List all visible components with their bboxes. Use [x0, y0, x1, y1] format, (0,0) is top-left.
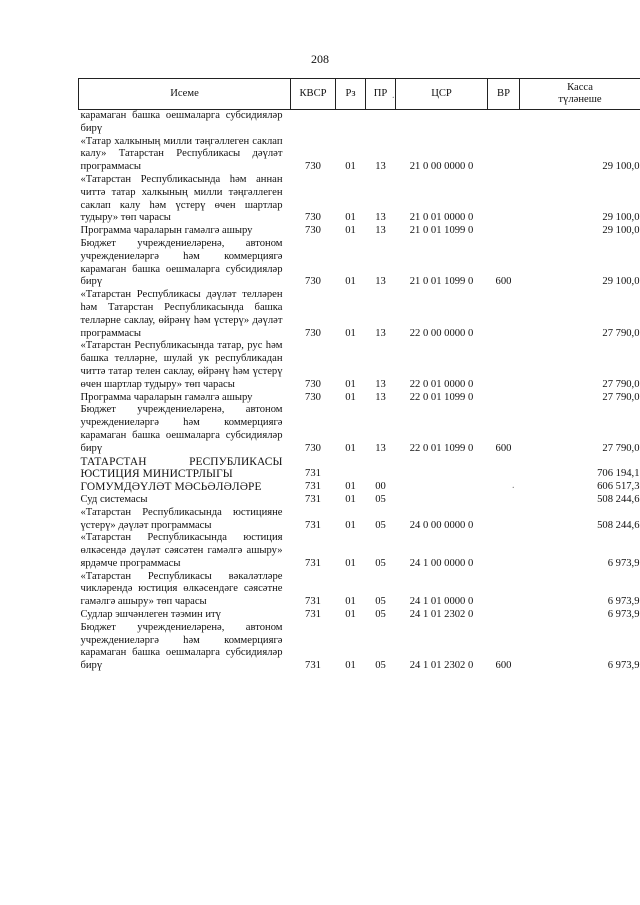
- cell-rz: 01: [345, 519, 356, 531]
- table-header-row: [79, 79, 640, 110]
- cell-pr: 05: [375, 519, 386, 531]
- cell-vr: [488, 110, 520, 136]
- cell-rz: 01: [345, 161, 356, 173]
- cell-vr: [488, 392, 520, 405]
- cell-name: Бюджет учреждениеләренә, автоном учреждениеләргә һәм коммерциягә карамаган башка оешмаларга субсидияләр бирү: [80, 621, 283, 672]
- cell-amount: 508 244,6: [597, 519, 640, 531]
- cell-kvsr: 731: [305, 609, 321, 621]
- cell-amount: 706 194,1: [597, 468, 640, 480]
- cell-rz: 01: [345, 609, 356, 621]
- cell-csr: 24 1 00 0000 0: [409, 557, 474, 569]
- cell-csr: 22 0 01 1099 0: [409, 391, 474, 403]
- cell-name: Суд системасы: [80, 493, 148, 505]
- cell-pr: 13: [375, 161, 386, 173]
- cell-name: Судлар эшчәнлеген тәэмин итү: [80, 609, 221, 621]
- cell-amount: 6 973,9: [607, 557, 640, 569]
- cell-vr: [488, 456, 520, 482]
- cell-rz: [336, 456, 366, 482]
- cell-pr: 13: [375, 442, 386, 454]
- cell-csr: [396, 481, 488, 494]
- cell-name: «Татарстан Республикасы дәүләт телләрен һәм Татарстан Республикасында башка телләрне саклау, өйрәнү һәм үстерү» дәүләт программасы: [80, 289, 283, 339]
- header-kassa: [520, 79, 640, 110]
- cell-amount: 6 973,9: [607, 596, 640, 608]
- cell-rz: 01: [345, 276, 356, 288]
- cell-vr: [488, 340, 520, 391]
- cell-rz: 01: [345, 378, 356, 390]
- cell-csr: 21 0 01 0000 0: [409, 212, 474, 224]
- cell-rz: 01: [345, 660, 356, 672]
- cell-vr: [488, 481, 520, 494]
- header-pr: ПР: [366, 79, 396, 110]
- cell-pr: 05: [375, 609, 386, 621]
- cell-vr: [488, 225, 520, 238]
- cell-kvsr: 730: [305, 276, 321, 288]
- table-row: [79, 532, 640, 570]
- cell-amount: 29 100,0: [602, 161, 640, 173]
- table-row: [79, 289, 640, 340]
- budget-table: [78, 78, 640, 673]
- cell-csr: [396, 110, 488, 136]
- cell-amount: 27 790,0: [602, 442, 640, 454]
- cell-amount: 508 244,6: [597, 493, 640, 505]
- table-row: [79, 622, 640, 673]
- cell-amount: 606 517,3: [597, 481, 640, 493]
- cell-pr: 05: [375, 557, 386, 569]
- cell-amount: 29 100,0: [602, 212, 640, 224]
- cell-amount: 27 790,0: [602, 327, 640, 339]
- table-row: [79, 392, 640, 405]
- table-row: [79, 225, 640, 238]
- cell-rz: 01: [345, 481, 356, 493]
- table-row: [79, 494, 640, 507]
- cell-name: карамаган башка оешмаларга субсидияләр бирү: [80, 110, 283, 134]
- cell-pr: 05: [375, 596, 386, 608]
- table-row: [79, 481, 640, 494]
- cell-rz: 01: [345, 225, 356, 237]
- scan-speck: .: [392, 90, 395, 101]
- cell-pr: 05: [375, 493, 386, 505]
- cell-pr: 13: [375, 212, 386, 224]
- cell-vr: [488, 609, 520, 622]
- cell-kvsr: 730: [305, 378, 321, 390]
- cell-csr: 21 0 01 1099 0: [409, 225, 474, 237]
- cell-name: «Татарстан Республикасында һәм аннан читтә татар халкының милли тәңгәллеген саклап калу һәм үстерү өчен шартлар тудыру» төп чарасы: [80, 173, 283, 224]
- cell-amount: 6 973,9: [607, 660, 640, 672]
- cell-kvsr: 730: [305, 391, 321, 403]
- cell-kvsr: [291, 110, 336, 136]
- cell-name: «Татар халкының милли тәңгәллеген саклап калу» Татарстан Республикасы дәүләт программасы: [80, 135, 283, 173]
- cell-rz: 01: [345, 557, 356, 569]
- cell-name: Программа чараларын гамәлгә ашыру: [80, 391, 253, 403]
- cell-csr: 22 0 01 0000 0: [409, 378, 474, 390]
- cell-kvsr: 731: [305, 493, 321, 505]
- cell-kvsr: 730: [305, 225, 321, 237]
- cell-kvsr: 730: [305, 442, 321, 454]
- cell-csr: 21 0 01 1099 0: [409, 276, 474, 288]
- cell-name: «Татарстан Республикасында юстиция өлкәсендә дәүләт сәясәтен гамәлгә ашыру» ярдәмче программасы: [80, 532, 283, 569]
- cell-csr: [396, 494, 488, 507]
- cell-csr: 24 1 01 0000 0: [409, 596, 474, 608]
- cell-pr: 05: [375, 660, 386, 672]
- cell-vr: [488, 494, 520, 507]
- cell-rz: 01: [345, 442, 356, 454]
- cell-pr: [366, 456, 396, 482]
- cell-name: ТАТАРСТАН РЕСПУБЛИКАСЫ ЮСТИЦИЯ МИНИСТРЛЫГЫ: [80, 455, 283, 481]
- cell-vr: [488, 571, 520, 609]
- table-row: [79, 609, 640, 622]
- header-kvsr: КВСР: [291, 79, 336, 110]
- cell-name: ГОМУМДӘҮЛӘТ МӘСЬӘЛӘЛӘРЕ: [80, 481, 262, 494]
- header-vr: ВР: [488, 79, 520, 110]
- table-body: [79, 110, 640, 674]
- cell-name: Бюджет учреждениеләренә, автоном учреждениеләргә һәм коммерциягә карамаган башка оешмаларга субсидияләр бирү: [80, 237, 283, 288]
- cell-csr: 22 0 00 0000 0: [409, 327, 474, 339]
- cell-vr: 600: [495, 660, 512, 672]
- cell-name: Программа чараларын гамәлгә ашыру: [80, 225, 253, 237]
- cell-csr: [396, 456, 488, 482]
- cell-pr: 13: [375, 391, 386, 403]
- table-row: [79, 174, 640, 225]
- cell-vr: [488, 507, 520, 533]
- cell-kvsr: 730: [305, 212, 321, 224]
- table-row: [79, 456, 640, 482]
- cell-amount: 29 100,0: [602, 276, 640, 288]
- cell-csr: 24 1 01 2302 0: [409, 660, 474, 672]
- cell-rz: 01: [345, 391, 356, 403]
- cell-pr: 00: [375, 481, 386, 493]
- cell-kvsr: 730: [305, 327, 321, 339]
- cell-rz: 01: [345, 212, 356, 224]
- cell-vr: [488, 174, 520, 225]
- header-kassa-line2: түләнеше: [558, 94, 602, 105]
- table-row: [79, 238, 640, 289]
- table-row: [79, 404, 640, 455]
- cell-kvsr: 731: [305, 519, 321, 531]
- cell-kvsr: 731: [305, 596, 321, 608]
- table-row: [79, 507, 640, 533]
- cell-name: «Татарстан Республикасында юстицияне үстерү» дәүләт программасы: [80, 506, 283, 531]
- cell-amount: 27 790,0: [602, 378, 640, 390]
- table-row: [79, 340, 640, 391]
- cell-amount: [520, 110, 640, 136]
- cell-kvsr: 731: [305, 557, 321, 569]
- header-csr: ЦСР: [396, 79, 488, 110]
- cell-kvsr: 730: [305, 161, 321, 173]
- cell-pr: 13: [375, 327, 386, 339]
- cell-rz: 01: [345, 493, 356, 505]
- cell-vr: [488, 289, 520, 340]
- cell-vr: 600: [495, 442, 512, 454]
- cell-csr: 24 1 01 2302 0: [409, 609, 474, 621]
- cell-pr: 13: [375, 225, 386, 237]
- table-row: [79, 110, 640, 136]
- cell-amount: 6 973,9: [607, 609, 640, 621]
- cell-name: «Татарстан Республикасы вәкаләтләре чикләрендә юстиция өлкәсендәге сәясәтне гамәлгә ашыру» төп чарасы: [80, 570, 283, 608]
- cell-vr: 600: [495, 276, 512, 288]
- scan-speck: .: [512, 480, 515, 491]
- cell-csr: 22 0 01 1099 0: [409, 442, 474, 454]
- header-kassa-line1: Касса: [567, 82, 593, 93]
- cell-csr: 24 0 00 0000 0: [409, 519, 474, 531]
- header-rz: Рз: [336, 79, 366, 110]
- cell-pr: 13: [375, 276, 386, 288]
- cell-kvsr: 731: [305, 468, 321, 480]
- cell-pr: 13: [375, 378, 386, 390]
- cell-vr: [488, 136, 520, 174]
- cell-amount: 27 790,0: [602, 391, 640, 403]
- cell-rz: [336, 110, 366, 136]
- cell-name: «Татарстан Республикасында татар, рус һәм башка телләрне, шулай ук республикадан читтә татар телен саклау, өйрәнү һәм үстерү өчен шартлар тудыру» төп чарасы: [80, 340, 283, 390]
- cell-kvsr: 731: [305, 481, 321, 493]
- cell-vr: [488, 532, 520, 570]
- cell-pr: [366, 110, 396, 136]
- header-name: Исеме: [79, 79, 291, 110]
- cell-rz: 01: [345, 596, 356, 608]
- table-row: [79, 136, 640, 174]
- cell-csr: 21 0 00 0000 0: [409, 161, 474, 173]
- cell-amount: 29 100,0: [602, 225, 640, 237]
- page-number: 208: [311, 52, 329, 66]
- cell-kvsr: 731: [305, 660, 321, 672]
- cell-rz: 01: [345, 327, 356, 339]
- cell-name: Бюджет учреждениеләренә, автоном учреждениеләргә һәм коммерциягә карамаган башка оешмаларга субсидияләр бирү: [80, 404, 283, 454]
- table-row: [79, 571, 640, 609]
